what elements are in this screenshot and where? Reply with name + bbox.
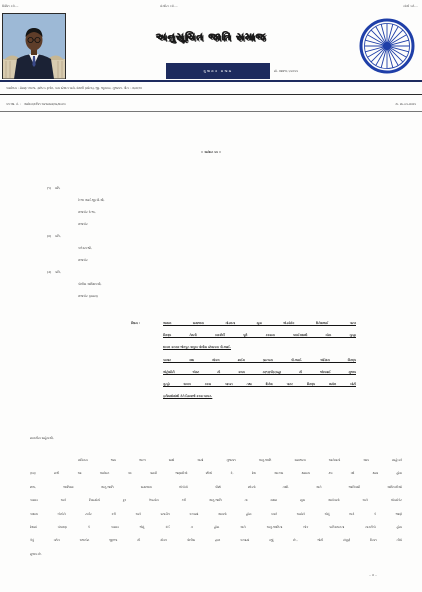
recipient-line: રેન્જ આઈ.જી.પી.શ્રી, — [78, 198, 105, 202]
slogan-agitate: સંઘર્ષ કરો.... — [403, 4, 418, 8]
recipient-block — [47, 266, 217, 302]
reference-divider — [0, 111, 422, 112]
subject-line: ગુન્હો દાખલ કરવા બાબત તથા દિનેશ પાતર વિરુદ્ધ થયેલ ખોટી — [163, 381, 356, 386]
body-line: રૂબરૂ મળી આ આવેદન પત્ર પાઠવી જણાવીએ છીએ કે, દેશ આઝાદ થયાના ૭૫ વર્ષ થયા હોવા — [30, 471, 402, 476]
slogan-educate: શિક્ષિત કરો.... — [2, 4, 19, 8]
page-continuation-marker: .. ૨ .. — [369, 573, 377, 577]
recipient-header — [47, 230, 217, 242]
subject-line: એટ્રોસીટી એક્ટ ની કલમ ૩(૧)(પી)(ક્યુ) ની જોગવાઈ મુજબ — [163, 369, 356, 374]
body-line: છતા, જાતિવાદ અનુ.જાતિ સમાજના લોકોનો પીછો છોડતો નથી. અને જાતિવાદી અધિકારીઓ — [30, 484, 402, 489]
recipient-label: પ્રતિ, — [55, 234, 61, 238]
recipient-number: (૨) — [47, 234, 52, 238]
document-heading: :: આવેદન પત્ર :: — [201, 150, 221, 154]
subject-line: વિરુદ્ધ તેમની કારકીર્દી પૂરી કરવાના બદઈરાદાથી ખોટા ગુન્હા — [163, 333, 356, 338]
body-line: તેવું વર્તન રાજકોટ જીલ્લા ની ગોંડલ પોલીસ દ્વારા કરવામાં રહ્યું છે., જેની સંપુર્ણ વિગત નીચે — [30, 538, 402, 543]
recipient-line: રાજકોટ (ગ્રામ્ય) — [78, 294, 98, 298]
recipient-line: રાજકોટ — [78, 222, 88, 226]
header-divider — [0, 80, 422, 82]
phone-number: મો. ૭૪૨૧૬ ૬૫૦૫૫ — [274, 69, 298, 73]
letter-date: તા. ૨૯-૦૫-૨૦૨૫ — [395, 102, 416, 106]
state-banner — [166, 63, 270, 79]
recipient-label: પ્રતિ, — [54, 186, 61, 190]
body-line: દેશમાં બંધારણ કે કાયદા જેવું કંઈ ન હોય અને અનુ.જાતિના લોક પાકિસ્તાનના નાગરીકો હોય — [30, 524, 402, 529]
organization-title: અનુસૂચિત જાતિ સમાજ — [155, 32, 267, 43]
address-divider — [0, 94, 422, 95]
recipient-header — [47, 266, 217, 278]
letter-reference-number: આવેદન/દલિત અત્યાચાર/૨૮/૨૦૨૫ — [23, 102, 66, 106]
recipient-number: (૩) — [47, 270, 52, 274]
recipient-line: રાજકોટ — [78, 258, 88, 262]
subject-label: વિષય : — [131, 321, 140, 325]
recipients — [47, 182, 217, 302]
ambedkar-portrait — [2, 13, 66, 79]
body-line: મુજબ છે. — [30, 551, 42, 556]
recipient-label: પ્રતિ, — [55, 270, 61, 274]
subject-line: ફરીયાદોમાંથી તેને ડિસ્ચાર્જ કરવા બાબત. — [163, 394, 213, 399]
subject-line: દાખલ કરનાર જેતપુર તાલુકા પોલીસ સ્ટેશનના પી.આઈ. — [163, 345, 231, 350]
office-address: કાર્યાલય : મેમણ પ્લાઝા, ગ્રાઉન્ડ ફ્લોર, બસ સ્ટેશન પાસે, વંથલી (સોરઠ), જી. જૂનાગઢ, ગુજરાત. પીન : ૩૬૨૬૧૦ — [6, 86, 142, 90]
recipient-line: કલેક્ટરશ્રી, — [78, 246, 92, 250]
letter-reference-label: પત્ર જા. નં. : — [6, 102, 21, 106]
state-name: ગુજરાત રાજ્ય — [203, 69, 233, 73]
subject-line: અમારા સમાજના ગોંડલના યુવા એડવોકેટ દિનેશભાઈ પાતર — [163, 321, 356, 325]
recipient-block — [47, 182, 217, 230]
subject-line: પરમાર તથા લોકલ ક્રાઈમ બ્રાન્ચના પી.આઈ. ઓડેદરા વિરુદ્ધ — [163, 357, 356, 362]
body-line: કક્ષાના લોકોને ટાર્ગેટ કરી અને પ્રતાડીત કરવામાં આવતો હોય ત્યારે અમોને એવું લાગે કે જાણે — [30, 511, 402, 516]
salutation: માનનીય સાહેબશ્રી, — [30, 436, 54, 440]
body-line: સવિનય જય ભારત સાથે અમો ગુજરાત અનુ.જાતિ સમાજના આગેવાનો આપ સાહેબને — [78, 458, 402, 462]
slogan-organize: સંગઠિત કરો.... — [160, 4, 178, 8]
letter-reference — [6, 99, 306, 110]
recipient-block — [47, 230, 217, 266]
ashoka-chakra-icon — [358, 17, 416, 75]
subject-text — [163, 317, 356, 402]
recipient-line: પોલીસ અધિક્ષકશ્રી, — [78, 282, 102, 286]
recipient-line: રાજકોટ રેન્જ, — [78, 210, 96, 214]
recipient-number: (૧) — [47, 186, 51, 190]
body-paragraph — [30, 454, 402, 561]
recipient-header — [47, 182, 217, 194]
body-line: કાયદા અને નિયમોનો દુર ઉપયોગ કરી અનુ.જાતિ ના સક્ષમ યુવા આગેવાનો અને એડવોકેટ — [30, 498, 402, 503]
